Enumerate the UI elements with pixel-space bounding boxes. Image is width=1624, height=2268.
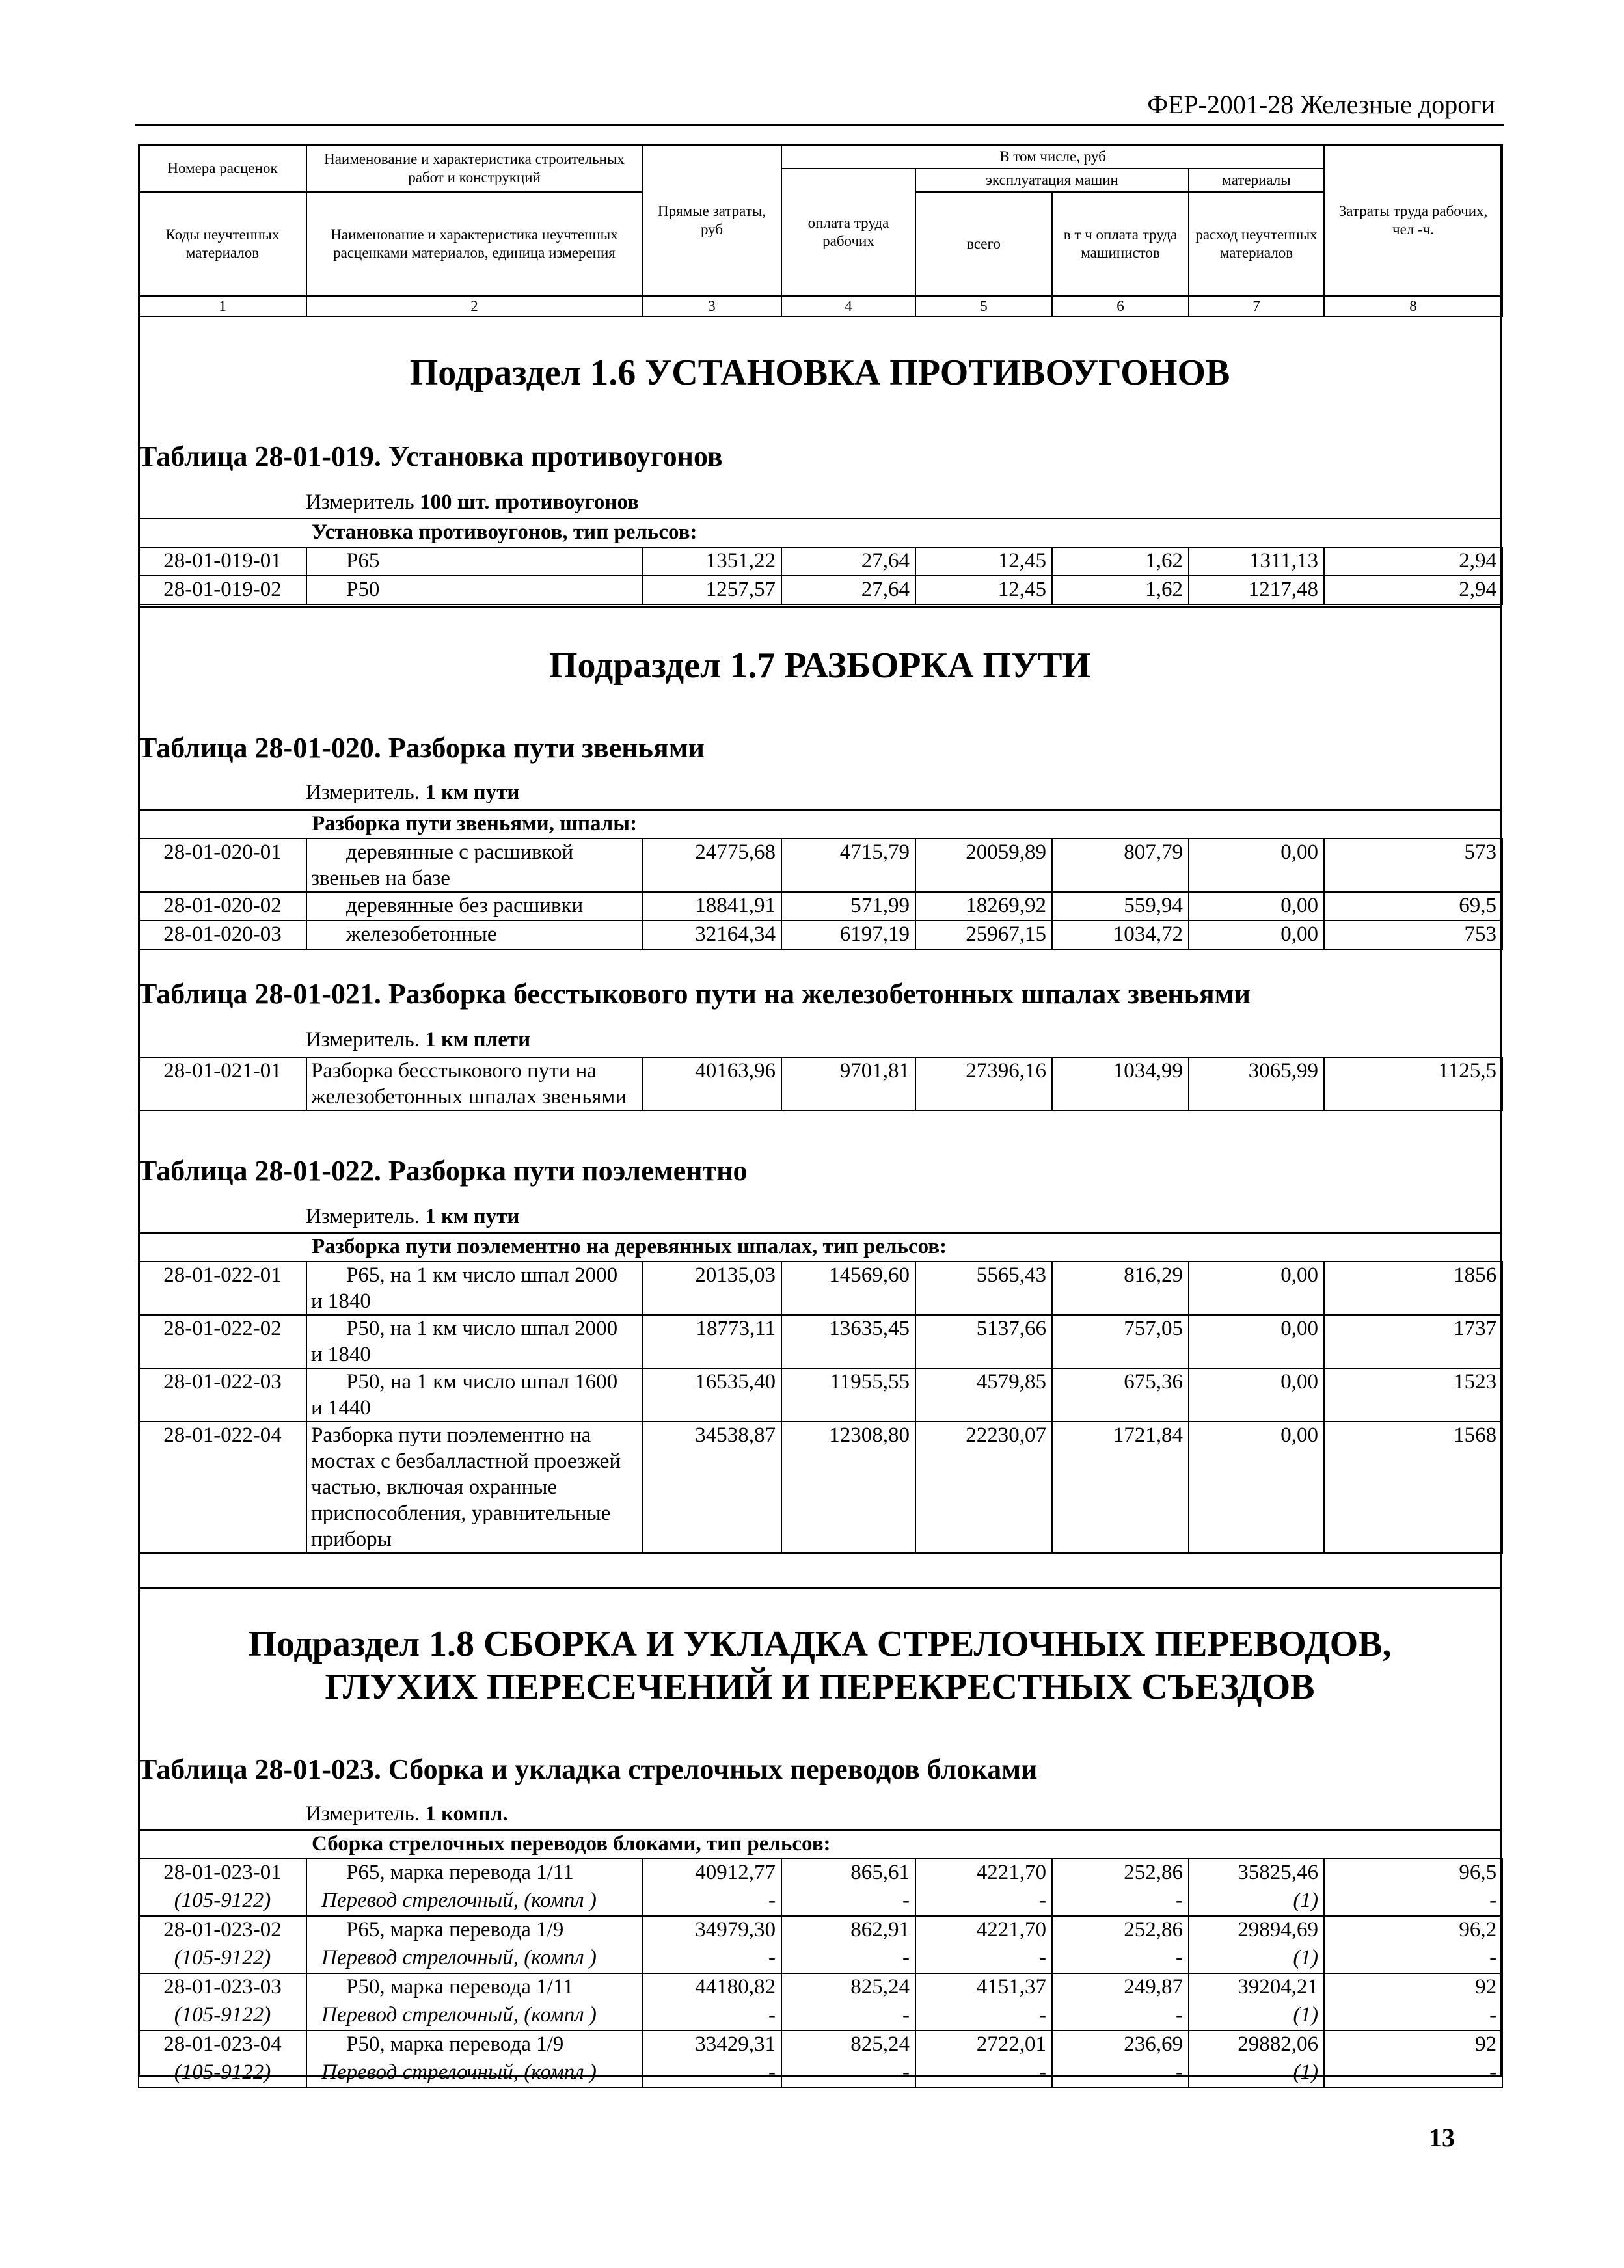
meter-value: 1 компл.	[425, 1802, 508, 1826]
cell-materials: 3065,99	[1189, 1057, 1324, 1111]
table-019	[138, 518, 1503, 605]
hdr-materials: материалы	[1189, 169, 1324, 192]
table-row	[139, 1262, 1502, 1315]
cell-labor: 27,64	[781, 576, 915, 604]
cell-machines: 5565,43	[915, 1262, 1052, 1315]
cell-direct: 1257,57	[642, 576, 781, 604]
cell-labor-hours: 2,94	[1324, 547, 1502, 576]
subsection-1-6-title: Подраздел 1.6 УСТАНОВКА ПРОТИВОУГОНОВ	[409, 353, 1230, 393]
rate-code: 28-01-021-01	[139, 1057, 306, 1111]
meter-label: Измеритель.	[306, 1205, 420, 1228]
hdr-col2-top: Наименование и характеристика строительных работ и конструкций	[306, 145, 642, 192]
rate-name-line: Р50, на 1 км число шпал 2000	[346, 1317, 618, 1340]
table-row	[139, 839, 1502, 892]
material-code: (105-9122)	[139, 1887, 306, 1916]
rate-name-line: приспособления, уравнительные	[311, 1502, 611, 1525]
cell-machines: 4221,70	[915, 1859, 1052, 1887]
divider	[138, 1587, 1502, 1589]
cell-dash: -	[915, 2002, 1052, 2031]
cell-dash: -	[642, 2059, 781, 2088]
rate-code: 28-01-023-03	[139, 1973, 306, 2002]
table-row	[139, 892, 1502, 921]
cell-dash: -	[1052, 1887, 1189, 1916]
rate-name	[306, 1422, 642, 1553]
cell-material-qty: (1)	[1189, 2002, 1324, 2031]
cell-labor-hours: 1568	[1324, 1422, 1502, 1553]
rate-code: 28-01-023-01	[139, 1859, 306, 1887]
material-code: (105-9122)	[139, 2002, 306, 2031]
cell-dash: -	[1052, 2002, 1189, 2031]
rate-name: Р65	[306, 547, 642, 576]
rate-name-line: звеньев на базе	[311, 867, 450, 890]
cell-machines: 20059,89	[915, 839, 1052, 892]
rate-code: 28-01-020-03	[139, 921, 306, 949]
rate-name-line: и 1440	[311, 1396, 371, 1420]
material-row	[139, 2002, 1502, 2031]
cell-machines: 27396,16	[915, 1057, 1052, 1111]
cell-direct: 32164,34	[642, 921, 781, 949]
hdr-col7: расход неучтенных материалов	[1189, 192, 1324, 296]
cell-labor-hours: 96,2	[1324, 1916, 1502, 1945]
cell-operators: 757,05	[1052, 1315, 1189, 1368]
rate-name: деревянные без расшивки	[306, 892, 642, 921]
cell-dash: -	[1324, 2059, 1502, 2088]
hdr-num: 3	[642, 296, 781, 317]
cell-direct: 34538,87	[642, 1422, 781, 1553]
meter-value: 100 шт. противоугонов	[419, 491, 639, 514]
cell-materials: 0,00	[1189, 1262, 1324, 1315]
cell-materials: 29894,69	[1189, 1916, 1324, 1945]
hdr-col1-bottom: Коды неучтенных материалов	[139, 192, 306, 296]
rate-name: Р50, марка перевода 1/11	[306, 1973, 642, 2002]
cell-labor: 825,24	[781, 1973, 915, 2002]
cell-material-qty: (1)	[1189, 1887, 1324, 1916]
cell-labor-hours: 92	[1324, 1973, 1502, 2002]
hdr-machines: эксплуатация машин	[915, 169, 1189, 192]
cell-operators: 559,94	[1052, 892, 1189, 921]
cell-materials: 0,00	[1189, 1422, 1324, 1553]
cell-labor-hours: 1125,5	[1324, 1057, 1502, 1111]
cell-materials: 35825,46	[1189, 1859, 1324, 1887]
table-023	[138, 1829, 1503, 2088]
table-row	[139, 2031, 1502, 2059]
table-022	[138, 1232, 1503, 1554]
cell-direct: 34979,30	[642, 1916, 781, 1945]
divider	[138, 606, 1502, 608]
rate-name: Р65, марка перевода 1/9	[306, 1916, 642, 1945]
rate-name-line: Разборка бесстыкового пути на	[311, 1059, 597, 1083]
cell-dash: -	[1324, 1945, 1502, 1973]
material-row	[139, 1945, 1502, 1973]
meter-label: Измеритель.	[306, 1802, 420, 1826]
cell-materials: 39204,21	[1189, 1973, 1324, 2002]
rate-name-line: мостах с безбалластной проезжей	[311, 1450, 621, 1473]
hdr-num: 7	[1189, 296, 1324, 317]
cell-materials: 0,00	[1189, 1315, 1324, 1368]
table-row	[139, 547, 1502, 576]
cell-dash: -	[642, 1945, 781, 1973]
hdr-col4: оплата труда рабочих	[781, 169, 915, 296]
cell-labor: 862,91	[781, 1916, 915, 1945]
cell-operators: 249,87	[1052, 1973, 1189, 2002]
rate-name	[306, 1057, 642, 1111]
running-header-text: ФЕР-2001-28 Железные дороги	[1147, 90, 1495, 119]
rate-name	[306, 839, 642, 892]
cell-labor: 12308,80	[781, 1422, 915, 1553]
hdr-incl: В том числе, руб	[781, 145, 1324, 169]
group-label: Установка противоугонов, тип рельсов:	[306, 519, 1502, 547]
material-code: (105-9122)	[139, 2059, 306, 2088]
subsection-1-8-title-line: Подраздел 1.8 СБОРКА И УКЛАДКА СТРЕЛОЧНЫХ ПЕРЕВОДОВ,	[248, 1624, 1392, 1664]
cell-materials: 1311,13	[1189, 547, 1324, 576]
cell-labor-hours: 573	[1324, 839, 1502, 892]
cell-labor-hours: 1856	[1324, 1262, 1502, 1315]
table-023-title: Таблица 28-01-023. Сборка и укладка стрелочных переводов блоками	[138, 1753, 1038, 1785]
cell-operators: 1721,84	[1052, 1422, 1189, 1553]
rate-name-line: приборы	[311, 1528, 392, 1551]
rate-code: 28-01-020-02	[139, 892, 306, 921]
cell-dash: -	[781, 1887, 915, 1916]
cell-operators: 1,62	[1052, 576, 1189, 604]
material-name: Перевод стрелочный, (компл )	[306, 2059, 642, 2088]
hdr-col8: Затраты труда рабочих, чел -ч.	[1324, 145, 1502, 296]
cell-direct: 1351,22	[642, 547, 781, 576]
cell-dash: -	[1324, 1887, 1502, 1916]
cell-machines: 4221,70	[915, 1916, 1052, 1945]
hdr-num: 1	[139, 296, 306, 317]
cell-labor: 6197,19	[781, 921, 915, 949]
hdr-col5: всего	[915, 192, 1052, 296]
rate-code: 28-01-022-02	[139, 1315, 306, 1368]
cell-dash: -	[781, 2059, 915, 2088]
cell-direct: 20135,03	[642, 1262, 781, 1315]
column-header	[138, 144, 1503, 317]
cell-materials: 0,00	[1189, 921, 1324, 949]
table-022-title: Таблица 28-01-022. Разборка пути поэлементно	[138, 1155, 748, 1187]
rate-code: 28-01-022-01	[139, 1262, 306, 1315]
rate-name	[306, 1262, 642, 1315]
subsection-1-8-title-line: ГЛУХИХ ПЕРЕСЕЧЕНИЙ И ПЕРЕКРЕСТНЫХ СЪЕЗДОВ	[325, 1667, 1315, 1707]
hdr-num: 8	[1324, 296, 1502, 317]
hdr-num: 5	[915, 296, 1052, 317]
table-row	[139, 1973, 1502, 2002]
cell-operators: 1034,72	[1052, 921, 1189, 949]
material-row	[139, 1887, 1502, 1916]
cell-machines: 22230,07	[915, 1422, 1052, 1553]
rate-name: Р50, марка перевода 1/9	[306, 2031, 642, 2059]
subsection-1-8-title	[138, 1623, 1502, 1708]
cell-labor-hours: 92	[1324, 2031, 1502, 2059]
table-row	[139, 576, 1502, 604]
table-021-title: Таблица 28-01-021. Разборка бесстыкового пути на железобетонных шпалах звеньями	[138, 978, 1251, 1010]
rate-name	[306, 1315, 642, 1368]
hdr-num: 4	[781, 296, 915, 317]
cell-operators: 252,86	[1052, 1916, 1189, 1945]
table-020-meter	[306, 781, 519, 805]
rate-code: 28-01-022-04	[139, 1422, 306, 1553]
rate-code: 28-01-023-04	[139, 2031, 306, 2059]
cell-machines: 18269,92	[915, 892, 1052, 921]
cell-operators: 1,62	[1052, 547, 1189, 576]
cell-direct: 24775,68	[642, 839, 781, 892]
table-row	[139, 1315, 1502, 1368]
cell-labor: 571,99	[781, 892, 915, 921]
cell-direct: 40163,96	[642, 1057, 781, 1111]
cell-labor: 9701,81	[781, 1057, 915, 1111]
material-row	[139, 2059, 1502, 2088]
meter-value: 1 км плети	[425, 1028, 531, 1051]
rate-name-line: и 1840	[311, 1343, 371, 1366]
rate-name-line: Р65, на 1 км число шпал 2000	[346, 1263, 618, 1287]
cell-labor-hours: 2,94	[1324, 576, 1502, 604]
group-label: Разборка пути поэлементно на деревянных шпалах, тип рельсов:	[306, 1233, 1502, 1262]
hdr-num: 2	[306, 296, 642, 317]
table-row	[139, 1859, 1502, 1887]
cell-dash: -	[915, 1945, 1052, 1973]
cell-direct: 44180,82	[642, 1973, 781, 2002]
rate-name-line: Р50, на 1 км число шпал 1600	[346, 1370, 618, 1394]
cell-dash: -	[642, 1887, 781, 1916]
running-header	[135, 81, 1504, 126]
meter-label: Измеритель.	[306, 781, 420, 804]
table-023-meter	[306, 1802, 508, 1826]
cell-labor: 13635,45	[781, 1315, 915, 1368]
material-name: Перевод стрелочный, (компл )	[306, 2002, 642, 2031]
table-022-meter	[306, 1205, 519, 1229]
table-019-meter	[306, 491, 639, 515]
cell-direct: 40912,77	[642, 1859, 781, 1887]
group-label: Сборка стрелочных переводов блоками, тип рельсов:	[306, 1830, 1502, 1859]
cell-dash: -	[781, 2002, 915, 2031]
cell-labor: 14569,60	[781, 1262, 915, 1315]
cell-dash: -	[1052, 1945, 1189, 1973]
table-021-meter	[306, 1028, 530, 1052]
cell-operators: 1034,99	[1052, 1057, 1189, 1111]
cell-labor-hours: 1523	[1324, 1368, 1502, 1422]
cell-direct: 18773,11	[642, 1315, 781, 1368]
hdr-col1-top: Номера расценок	[139, 145, 306, 192]
cell-dash: -	[781, 1945, 915, 1973]
cell-direct: 16535,40	[642, 1368, 781, 1422]
meter-value: 1 км пути	[425, 1205, 520, 1228]
rate-code: 28-01-019-01	[139, 547, 306, 576]
table-row	[139, 1422, 1502, 1553]
cell-operators: 807,79	[1052, 839, 1189, 892]
material-code: (105-9122)	[139, 1945, 306, 1973]
rate-name	[306, 1368, 642, 1422]
rate-name-line: железобетонных шпалах звеньями	[311, 1085, 627, 1109]
cell-machines: 5137,66	[915, 1315, 1052, 1368]
cell-machines: 2722,01	[915, 2031, 1052, 2059]
table-020	[138, 809, 1503, 950]
cell-materials: 0,00	[1189, 1368, 1324, 1422]
cell-operators: 816,29	[1052, 1262, 1189, 1315]
cell-machines: 12,45	[915, 576, 1052, 604]
table-row	[139, 1916, 1502, 1945]
material-name: Перевод стрелочный, (компл )	[306, 1887, 642, 1916]
cell-dash: -	[642, 2002, 781, 2031]
hdr-col2-bottom: Наименование и характеристика неучтенных расценками материалов, единица измерения	[306, 192, 642, 296]
cell-dash: -	[915, 2059, 1052, 2088]
cell-material-qty: (1)	[1189, 1945, 1324, 1973]
rate-name-line: Разборка пути поэлементно на	[311, 1424, 591, 1447]
cell-dash: -	[1052, 2059, 1189, 2088]
cell-labor-hours: 753	[1324, 921, 1502, 949]
table-row	[139, 921, 1502, 949]
table-019-title: Таблица 28-01-019. Установка противоугонов	[138, 440, 723, 472]
cell-labor: 4715,79	[781, 839, 915, 892]
cell-direct: 33429,31	[642, 2031, 781, 2059]
cell-labor: 865,61	[781, 1859, 915, 1887]
cell-materials: 0,00	[1189, 892, 1324, 921]
cell-operators: 252,86	[1052, 1859, 1189, 1887]
subsection-1-7-title: Подраздел 1.7 РАЗБОРКА ПУТИ	[548, 645, 1091, 686]
cell-labor-hours: 69,5	[1324, 892, 1502, 921]
cell-labor: 11955,55	[781, 1368, 915, 1422]
cell-machines: 25967,15	[915, 921, 1052, 949]
cell-operators: 236,69	[1052, 2031, 1189, 2059]
meter-value: 1 км пути	[425, 781, 520, 804]
rate-name: Р65, марка перевода 1/11	[306, 1859, 642, 1887]
table-row	[139, 1057, 1502, 1111]
cell-machines: 4151,37	[915, 1973, 1052, 2002]
rate-code: 28-01-022-03	[139, 1368, 306, 1422]
cell-labor-hours: 96,5	[1324, 1859, 1502, 1887]
table-021	[138, 1057, 1503, 1111]
cell-labor: 27,64	[781, 547, 915, 576]
rate-name-line: и 1840	[311, 1289, 371, 1313]
cell-operators: 675,36	[1052, 1368, 1189, 1422]
cell-labor: 825,24	[781, 2031, 915, 2059]
table-row	[139, 1368, 1502, 1422]
group-label: Разборка пути звеньями, шпалы:	[306, 810, 1502, 839]
meter-label: Измеритель	[306, 491, 414, 514]
cell-machines: 4579,85	[915, 1368, 1052, 1422]
page-number: 13	[1429, 2123, 1455, 2152]
material-name: Перевод стрелочный, (компл )	[306, 1945, 642, 1973]
cell-dash: -	[915, 1887, 1052, 1916]
rate-name: железобетонные	[306, 921, 642, 949]
cell-materials: 0,00	[1189, 839, 1324, 892]
hdr-num: 6	[1052, 296, 1189, 317]
rate-code: 28-01-020-01	[139, 839, 306, 892]
cell-materials: 1217,48	[1189, 576, 1324, 604]
hdr-col3: Прямые затраты, руб	[642, 145, 781, 296]
table-020-title: Таблица 28-01-020. Разборка пути звеньями	[138, 732, 705, 764]
rate-name-line: частью, включая охранные	[311, 1476, 558, 1499]
cell-machines: 12,45	[915, 547, 1052, 576]
rate-code: 28-01-019-02	[139, 576, 306, 604]
cell-material-qty: (1)	[1189, 2059, 1324, 2088]
hdr-col6: в т ч оплата труда машинистов	[1052, 192, 1189, 296]
cell-labor-hours: 1737	[1324, 1315, 1502, 1368]
cell-materials: 29882,06	[1189, 2031, 1324, 2059]
rate-name: Р50	[306, 576, 642, 604]
cell-direct: 18841,91	[642, 892, 781, 921]
rate-code: 28-01-023-02	[139, 1916, 306, 1945]
rate-name-line: деревянные с расшивкой	[346, 841, 574, 864]
meter-label: Измеритель.	[306, 1028, 420, 1051]
cell-dash: -	[1324, 2002, 1502, 2031]
